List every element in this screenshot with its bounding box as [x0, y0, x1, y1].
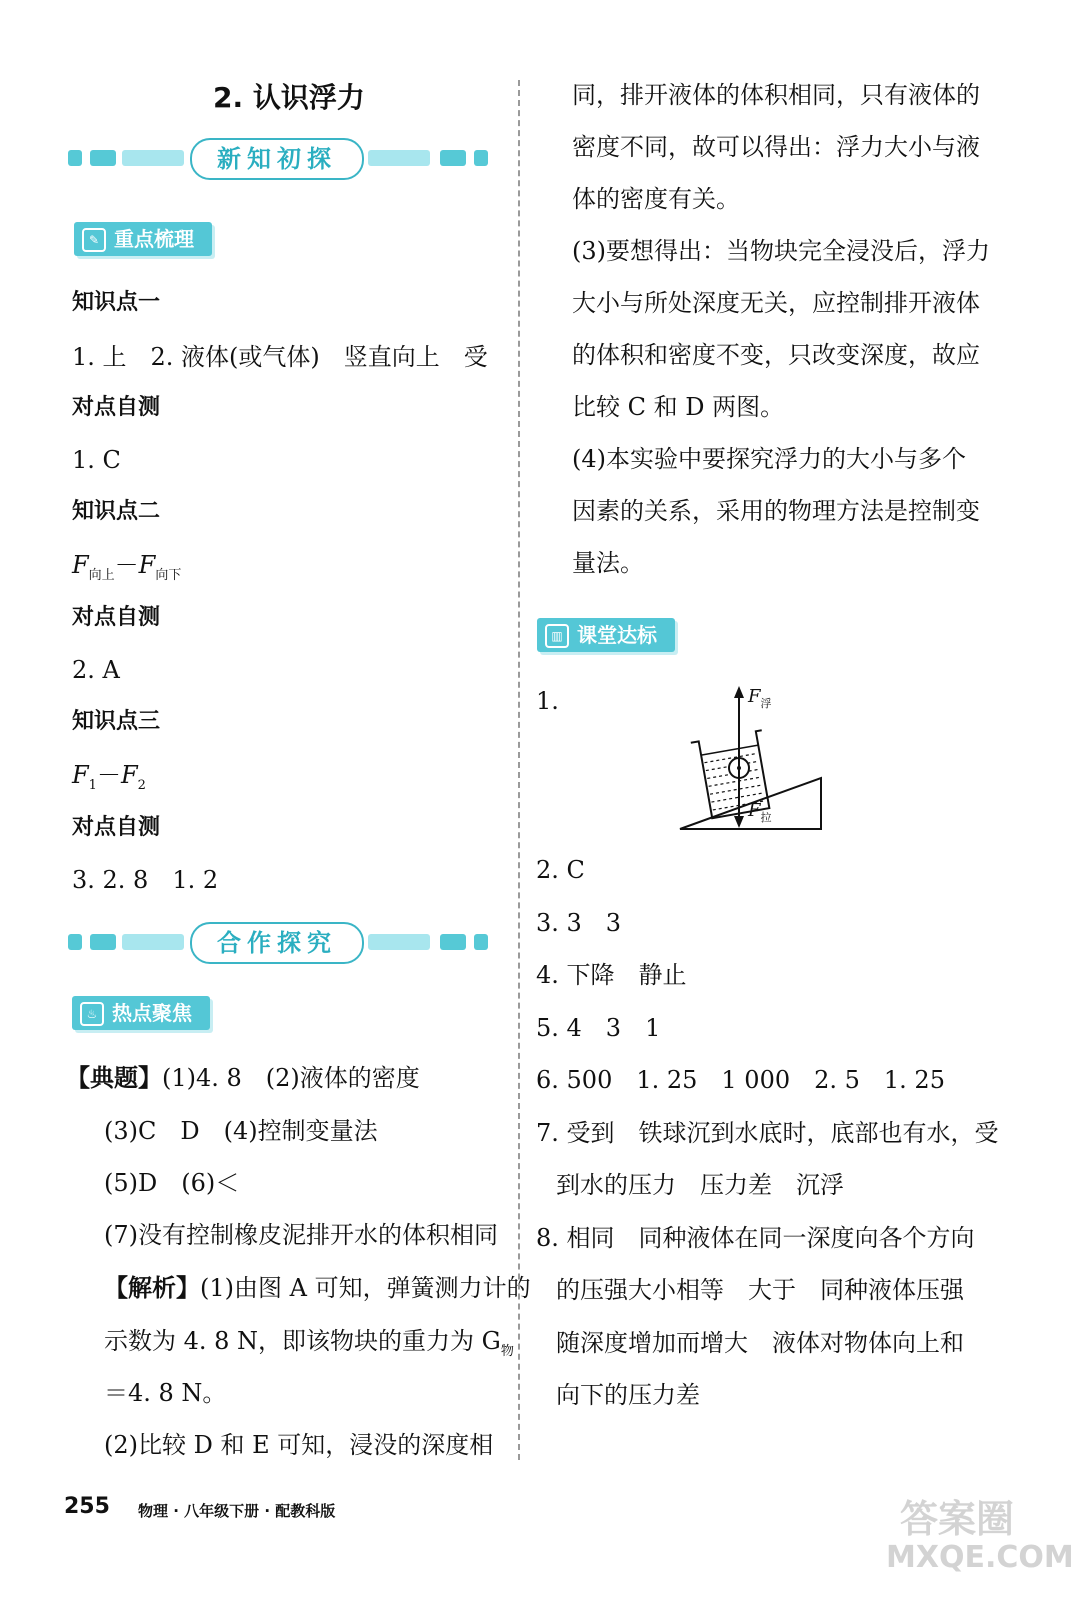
analysis-line: 同，排开液体的体积相同，只有液体的 — [572, 81, 980, 109]
heading-self-test-3: 对点自测 — [72, 815, 161, 840]
heading-knowledge-point-3: 知识点三 — [72, 709, 161, 734]
answer-line: 1. 上 2. 液体(或气体) 竖直向上 受 — [72, 343, 488, 371]
formula-pressure-difference: $F_{向上}-F_{向下}$ — [72, 551, 182, 583]
answer-line: 向下的压力差 — [556, 1381, 700, 1409]
analysis-line: 密度不同，故可以得出：浮力大小与液 — [572, 133, 980, 161]
book-info: 物理 · 八年级下册 · 配教科版 — [138, 1502, 336, 1520]
heading-knowledge-point-2: 知识点二 — [72, 499, 161, 524]
banner-label: 新知初探 — [190, 138, 364, 180]
analysis-line: 因素的关系，采用的物理方法是控制变 — [572, 497, 980, 525]
section-banner-new-knowledge — [68, 138, 488, 178]
question-number: 1. — [536, 687, 559, 715]
answer-line: 的压强大小相等 大于 同种液体压强 — [556, 1276, 964, 1304]
page-number: 255 — [64, 1494, 110, 1519]
flame-icon: ♨ — [80, 1002, 104, 1026]
analysis-line: ＝4. 8 N。 — [104, 1379, 227, 1407]
analysis-line: 大小与所处深度无关，应控制排开液体 — [572, 289, 980, 317]
force-label-buoyancy: $F_浮$ — [748, 686, 772, 710]
analysis-line: 示数为 4. 8 N，即该物块的重力为 $G_物$ — [104, 1327, 514, 1359]
typical-answer-line: (5)D (6)＜ — [104, 1169, 240, 1197]
answer-line: 7. 受到 铁球沉到水底时，底部也有水，受 — [536, 1119, 999, 1147]
formula-weighing-method: $F_1-F_2$ — [72, 761, 146, 793]
answer-line: 3. 2. 8 1. 2 — [72, 866, 219, 894]
section-tag-hot-focus — [72, 996, 210, 1030]
analysis-line: 体的密度有关。 — [572, 185, 740, 213]
analysis-line: (4)本实验中要探究浮力的大小与多个 — [572, 445, 966, 473]
heading-self-test-1: 对点自测 — [72, 395, 161, 420]
answer-line: 2. A — [72, 656, 120, 684]
answer-line: 1. C — [72, 446, 121, 474]
typical-question-line: 【典题】(1)4. 8 (2)液体的密度 — [66, 1064, 420, 1092]
page-title: 2. 认识浮力 — [213, 81, 365, 114]
tag-label: 热点聚焦 — [112, 1001, 192, 1025]
heading-self-test-2: 对点自测 — [72, 605, 161, 630]
section-tag-class-standard — [537, 618, 675, 652]
analysis-line: 的体积和密度不变，只改变深度，故应 — [572, 341, 980, 369]
answer-line: 到水的压力 压力差 沉浮 — [556, 1171, 844, 1199]
column-divider — [518, 80, 520, 1460]
answer-line: 5. 4 3 1 — [536, 1014, 661, 1042]
typical-answer-line: (3)C D (4)控制变量法 — [104, 1117, 378, 1145]
analysis-line: 量法。 — [572, 549, 644, 577]
analysis-line: (2)比较 D 和 E 可知，浸没的深度相 — [104, 1431, 494, 1459]
answer-line: 随深度增加而增大 液体对物体向上和 — [556, 1329, 964, 1357]
force-label-tension: $F_拉$ — [748, 800, 772, 824]
typical-answer-line: (7)没有控制橡皮泥排开水的体积相同 — [104, 1221, 498, 1249]
analysis-line: 比较 C 和 D 两图。 — [572, 393, 785, 421]
tag-label: 课堂达标 — [577, 623, 657, 647]
answer-line: 6. 500 1. 25 1 000 2. 5 1. 25 — [536, 1066, 945, 1094]
analysis-line: (3)要想得出：当物块完全浸没后，浮力 — [572, 237, 990, 265]
section-tag-key-points — [74, 222, 212, 256]
pencil-icon: ✎ — [82, 228, 106, 252]
answer-line: 8. 相同 同种液体在同一深度向各个方向 — [536, 1224, 975, 1252]
banner-label: 合作探究 — [190, 922, 364, 964]
answer-line: 3. 3 3 — [536, 909, 622, 937]
watermark-url: MXQE.COM — [886, 1540, 1074, 1575]
section-banner-cooperate — [68, 922, 488, 962]
answer-line: 4. 下降 静止 — [536, 961, 687, 989]
tag-label: 重点梳理 — [114, 227, 194, 251]
book-icon: ▥ — [545, 624, 569, 648]
watermark-logo: 答案圈 — [900, 1497, 1015, 1541]
analysis-line: 【解析】(1)由图 A 可知，弹簧测力计的 — [104, 1274, 531, 1302]
answer-line: 2. C — [536, 856, 585, 884]
heading-knowledge-point-1: 知识点一 — [72, 290, 161, 315]
